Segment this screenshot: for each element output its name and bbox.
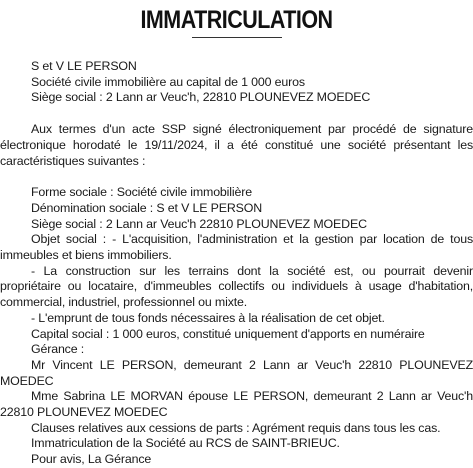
objet-social: Objet social : - L'acquisition, l'administration et la gestion par location de tous immeubles et biens immobiliers. [0, 232, 473, 263]
title-underline [192, 37, 282, 38]
siege-social: Siège social : 2 Lann ar Veuc'h 22810 PLOUNEVEZ MOEDEC [31, 216, 367, 231]
denomination-sociale: Dénomination sociale : S et V LE PERSON [31, 200, 263, 215]
notice-title: IMMATRICULATION [140, 6, 333, 34]
spacer [0, 106, 473, 122]
forme-sociale: Forme sociale : Société civile immobilière [31, 185, 252, 200]
immatriculation-rcs: Immatriculation de la Société au RCS de SAINT-BRIEUC. [31, 436, 340, 451]
capital-social: Capital social : 1 000 euros, constitué uniquement d'apports en numéraire [31, 326, 425, 341]
company-name: S et V LE PERSON [31, 59, 137, 73]
company-capital: Société civile immobilière au capital de 1 000 euros [31, 74, 305, 89]
gerant-vincent: Mr Vincent LE PERSON, demeurant 2 Lann ar Veuc'h 22810 PLOUNEVEZ MOEDEC [0, 357, 473, 388]
signature-line: Pour avis, La Gérance [31, 452, 152, 467]
gerant-sabrina: Mme Sabrina LE MORVAN épouse LE PERSON, demeurant 2 Lann ar Veuc'h 22810 PLOUNEVEZ MOEDEC [0, 389, 473, 420]
gerance-label: Gérance : [31, 342, 85, 357]
notice-body [0, 59, 473, 468]
spacer [0, 169, 473, 185]
clauses-cessions: Clauses relatives aux cessions de parts : Agrément requis dans tous les cas. [31, 420, 441, 435]
objet-social-emprunt: - L'emprunt de tous fonds nécessaires à la réalisation de cet objet. [31, 310, 385, 325]
company-address: Siège social : 2 Lann ar Veuc'h, 22810 PLOUNEVEZ MOEDEC [31, 90, 371, 105]
intro-paragraph: Aux termes d'un acte SSP signé électroniquement par procédé de signature électronique horodaté le 19/11/2024, il a été constitué une société présentant les caractéristiques suivantes : [0, 122, 473, 168]
objet-social-construction: - La construction sur les terrains dont la société est, ou pourrait devenir propriétaire ou locataire, d'immeubles collectifs ou individuels à usage d'habitation, commercial, industriel, professionnel ou mixte. [0, 263, 473, 310]
